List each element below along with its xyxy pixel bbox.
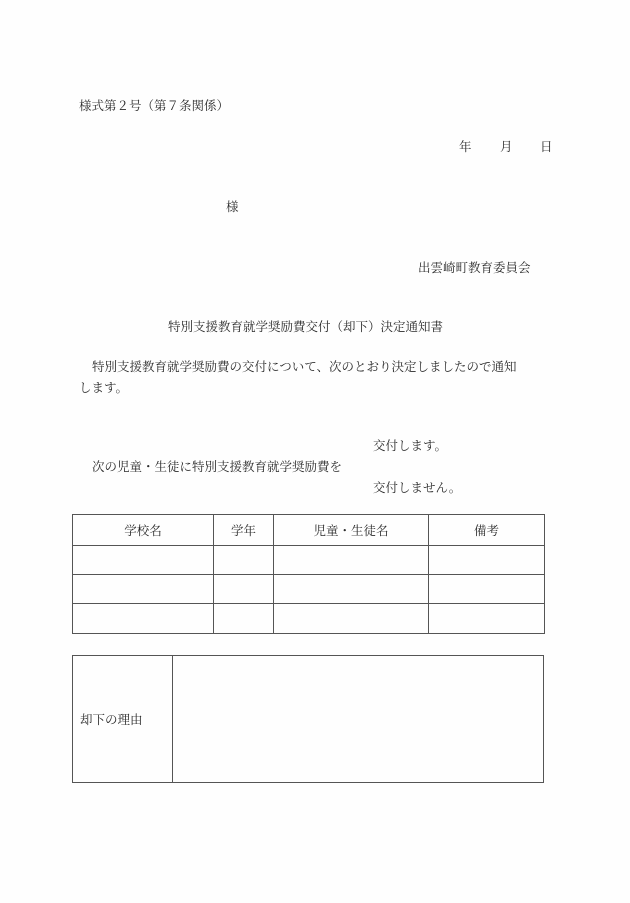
date-year-label: 年 (459, 139, 472, 154)
cell-school-name[interactable] (73, 546, 214, 575)
cell-student-name[interactable] (274, 575, 429, 604)
cell-remarks[interactable] (429, 575, 545, 604)
body-text-line1: 特別支援教育就学奨励費の交付について、次のとおり決定しましたので通知 (92, 359, 517, 374)
header-remarks: 備考 (429, 515, 545, 546)
cell-student-name[interactable] (274, 546, 429, 575)
form-number: 様式第２号（第７条関係） (79, 98, 230, 113)
student-table (72, 514, 545, 634)
addressee-suffix: 様 (226, 199, 239, 214)
issuer-name: 出雲崎町教育委員会 (418, 260, 531, 275)
cell-remarks[interactable] (429, 546, 545, 575)
rejection-reason-box (72, 655, 544, 783)
date-month-label: 月 (500, 139, 513, 154)
body-text-line2: します。 (79, 380, 129, 395)
cell-grade[interactable] (214, 575, 274, 604)
cell-school-name[interactable] (73, 604, 214, 634)
decision-option-deny: 交付しません。 (373, 480, 462, 495)
decision-lead-text: 次の児童・生徒に特別支援教育就学奨励費を (92, 459, 343, 474)
header-grade: 学年 (214, 515, 274, 546)
rejection-reason-field[interactable] (173, 656, 543, 782)
decision-option-grant: 交付します。 (373, 438, 448, 453)
header-student-name: 児童・生徒名 (274, 515, 429, 546)
table-header-row (73, 515, 545, 546)
cell-grade[interactable] (214, 546, 274, 575)
table-row (73, 575, 545, 604)
table-row (73, 604, 545, 634)
document-title: 特別支援教育就学奨励費交付（却下）決定通知書 (168, 319, 444, 334)
cell-student-name[interactable] (274, 604, 429, 634)
date-day-label: 日 (540, 139, 553, 154)
rejection-reason-label: 却下の理由 (73, 656, 173, 782)
cell-school-name[interactable] (73, 575, 214, 604)
table-row (73, 546, 545, 575)
cell-grade[interactable] (214, 604, 274, 634)
header-school-name: 学校名 (73, 515, 214, 546)
cell-remarks[interactable] (429, 604, 545, 634)
